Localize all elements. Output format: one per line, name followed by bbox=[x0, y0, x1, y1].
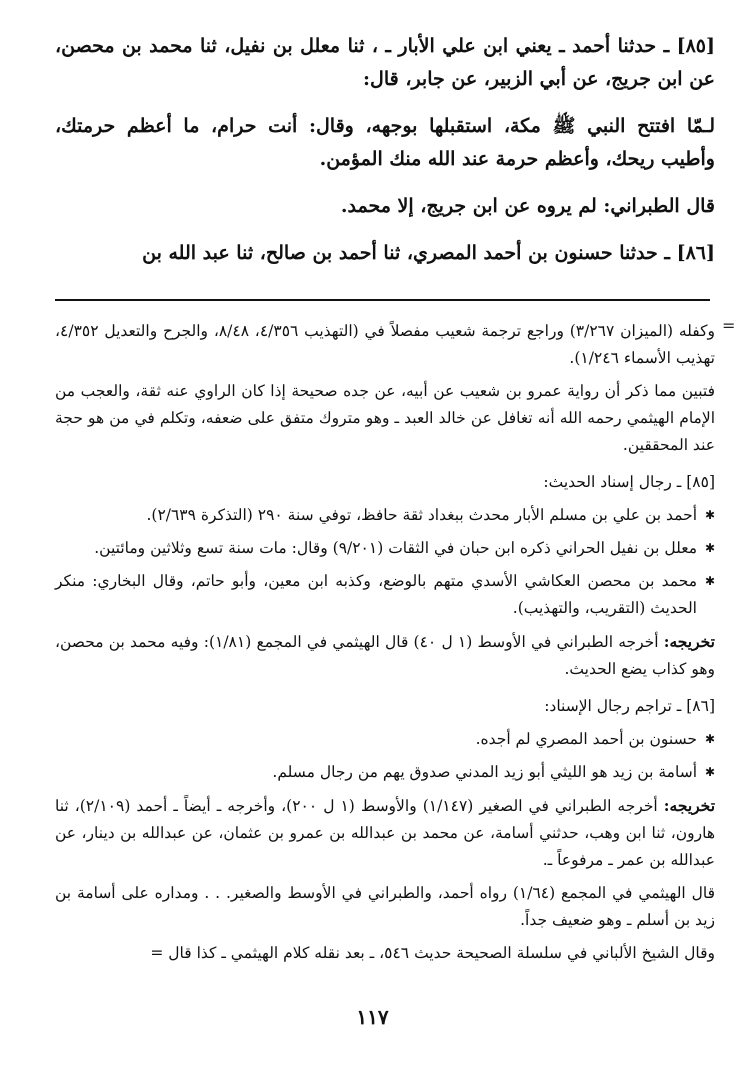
footnotes bbox=[55, 318, 715, 973]
note-continuation: فتبين مما ذكر أن رواية عمرو بن شعيب عن أبيه، عن جده صحيحة إذا كان الراوي عنه ثقة، والعجب من الإمام الهيثمي رحمه الله أنه تغافل عن خالد العبد ـ وهو متروك متفق على ضعفه، وتكلم في من هو حجة عند المحققين. bbox=[55, 382, 715, 454]
footnote-separator bbox=[55, 299, 710, 301]
hadith-isnad: حدثنا أحمد ـ يعني ابن علي الأبار ـ ، ثنا معلل بن نفيل، ثنا محمد بن محصن، عن ابن جريج، عن أبي الزبير، عن جابر، قال: bbox=[55, 35, 715, 90]
note-86-heading: [٨٦] ـ تراجم رجال الإسناد: bbox=[544, 697, 715, 715]
haythami-note: قال الهيثمي في المجمع (١/٦٤) رواه أحمد، والطبراني في الأوسط والصغير. . . ومداره على أسامة بن زيد بن أسلم ـ وهو ضعيف جداً. bbox=[55, 884, 715, 929]
tabarani-comment: قال الطبراني: لم يروه عن ابن جريج، إلا محمد. bbox=[340, 195, 715, 217]
main-text bbox=[55, 30, 715, 270]
hadith-number: [٨٦] ـ bbox=[664, 242, 715, 264]
narrator-item: ✱ محمد بن محصن العكاشي الأسدي متهم بالوضع، وكذبه ابن معين، وأبو حاتم، وقال البخاري: منكر الحديث (التقريب، والتهذيب). bbox=[55, 568, 715, 622]
narrator-item: ✱ حسنون بن أحمد المصري لم أجده. bbox=[55, 726, 715, 753]
takhrij-86 bbox=[55, 792, 715, 874]
continuation-mark: = bbox=[722, 316, 736, 335]
page-number: ١١٧ bbox=[356, 1005, 389, 1029]
narrator-item: ✱ معلل بن نفيل الحراني ذكره ابن حبان في الثقات (٩/٢٠١) وقال: مات سنة تسع وثلاثين ومائتين. bbox=[55, 535, 715, 562]
hadith-matn: لـمّا افتتح النبي ﷺ مكة، استقبلها بوجهه، وقال: أنت حرام، ما أعظم حرمتك، وأطيب ريحك، وأعظم حرمة عند الله منك المؤمن. bbox=[55, 115, 715, 170]
takhrij-text: أخرجه الطبراني في الصغير (١/١٤٧) والأوسط (١ ل ٢٠٠)، وأخرجه ـ أيضاً ـ أحمد (٢/١٠٩)، ثنا هارون، ثنا ابن وهب، حدثني أسامة، عن محمد بن عبدالله بن عمرو بن عثمان، عن عبدالله بن دينار، عن عبدالله بن عمر ـ مرفوعاً ـ. bbox=[55, 797, 715, 869]
note-continuation: وكفله (الميزان ٣/٢٦٧) وراجع ترجمة شعيب مفصلاً في (التهذيب ٤/٣٥٦، ٨/٤٨، والجرح والتعديل ٤/٣٥٢، تهذيب الأسماء ١/٢٤٦). bbox=[55, 322, 715, 367]
hadith-86 bbox=[55, 237, 715, 270]
hadith-number: [٨٥] ـ bbox=[663, 35, 715, 57]
hadith-isnad: حدثنا حسنون بن أحمد المصري، ثنا أحمد بن صالح، ثنا عبد الله بن bbox=[142, 242, 658, 264]
narrator-item: ✱ أسامة بن زيد هو الليثي أبو زيد المدني صدوق يهم من رجال مسلم. bbox=[55, 759, 715, 786]
takhrij-label: تخريجه: bbox=[663, 632, 715, 651]
note-85-heading: [٨٥] ـ رجال إسناد الحديث: bbox=[543, 473, 715, 491]
albani-note: وقال الشيخ الألباني في سلسلة الصحيحة حديث ٥٤٦، ـ بعد نقله كلام الهيثمي ـ كذا قال = bbox=[150, 944, 715, 962]
hadith-85 bbox=[55, 30, 715, 96]
takhrij-label: تخريجه: bbox=[663, 796, 716, 815]
narrator-item: ✱ أحمد بن علي بن مسلم الأبار محدث ببغداد ثقة حافظ، توفي سنة ٢٩٠ (التذكرة ٢/٦٣٩). bbox=[55, 502, 715, 529]
takhrij-text: أخرجه الطبراني في الأوسط (١ ل ٤٠) قال الهيثمي في المجمع (١/٨١): وفيه محمد بن محصن، وهو كذاب يضع الحديث. bbox=[55, 633, 715, 678]
takhrij-85 bbox=[55, 628, 715, 683]
